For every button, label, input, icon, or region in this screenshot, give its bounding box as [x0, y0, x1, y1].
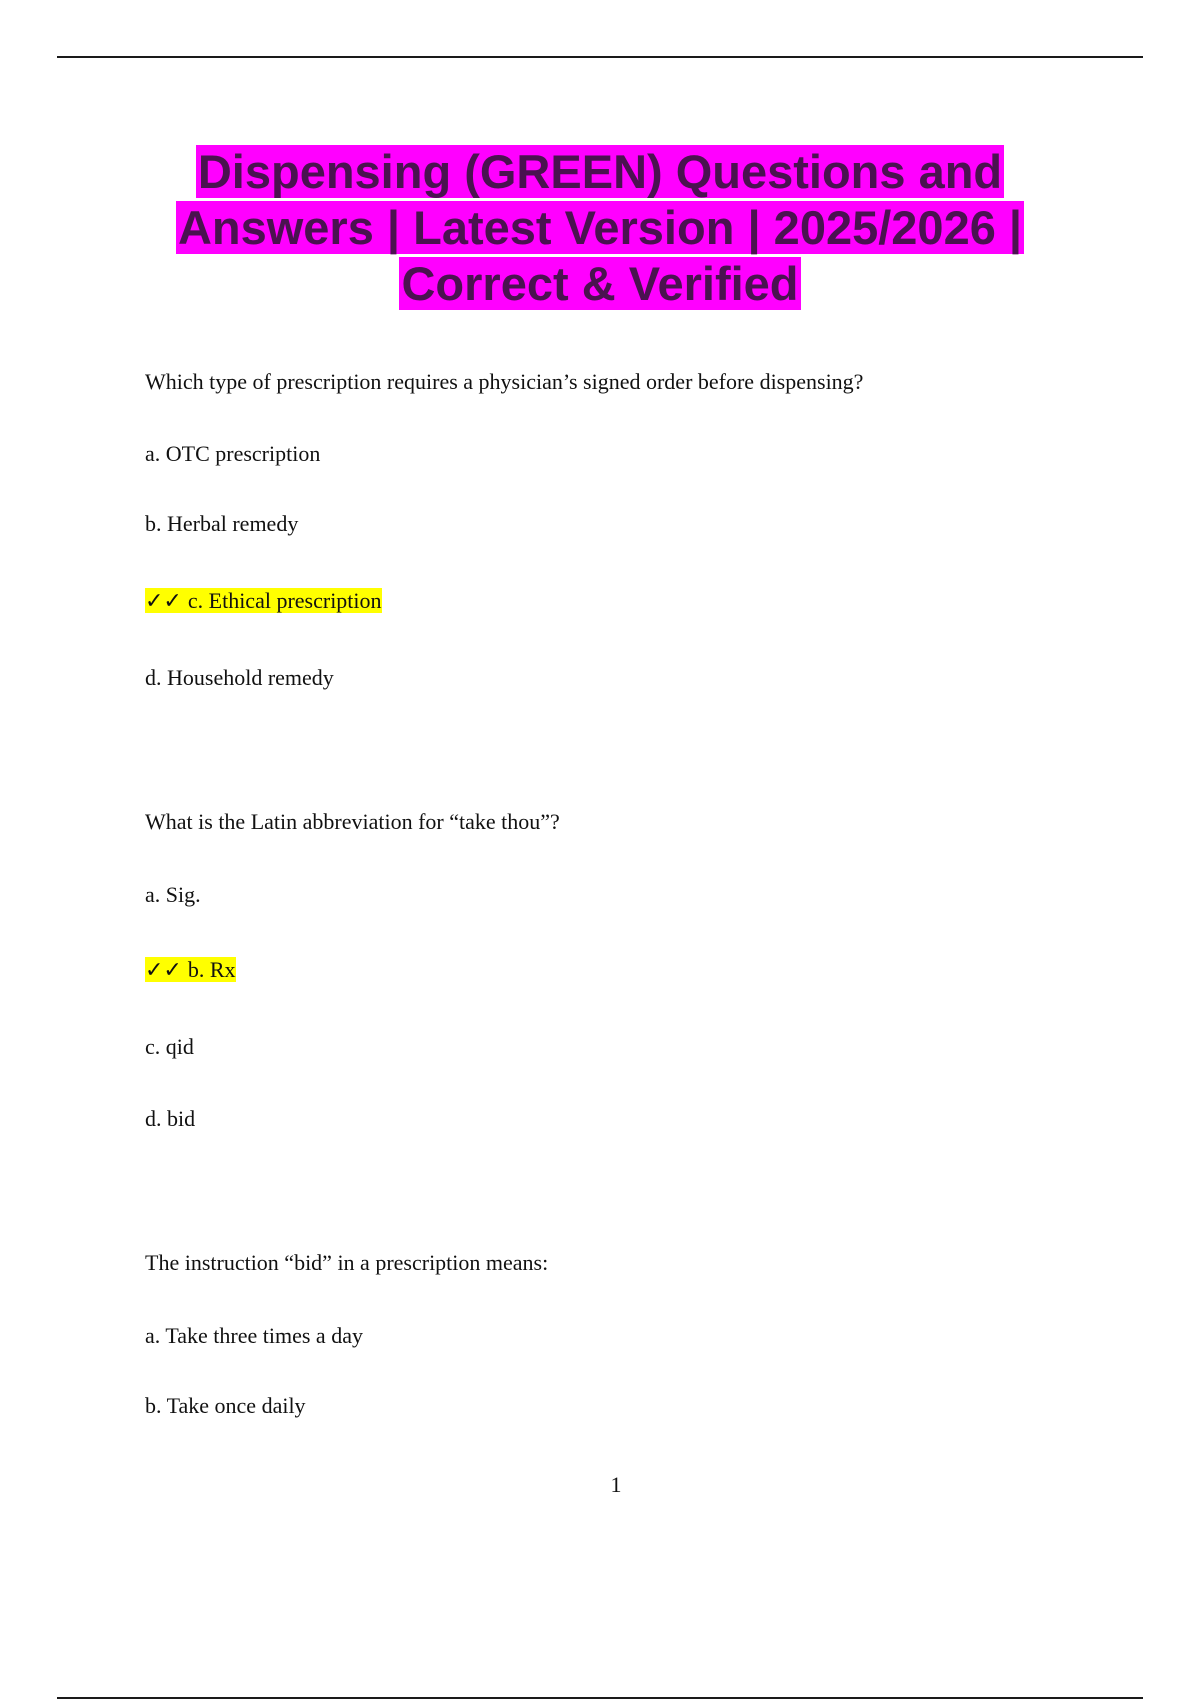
correct-answer-highlight — [145, 588, 382, 613]
double-check-icon: ✓✓ — [145, 958, 182, 983]
question-3-option-a: a. Take three times a day — [145, 1323, 363, 1348]
question-1-option-b: b. Herbal remedy — [145, 511, 299, 536]
double-check-icon: ✓✓ — [145, 589, 182, 614]
page-number: 1 — [610, 1472, 622, 1497]
question-1-option-a: a. OTC prescription — [145, 441, 321, 466]
question-2-option-d: d. bid — [145, 1106, 196, 1131]
question-3-option-b: b. Take once daily — [145, 1393, 306, 1418]
question-1-text: Which type of prescription requires a physician’s signed order before dispensing? — [145, 369, 864, 394]
bottom-rule — [57, 1697, 1143, 1699]
question-3-text: The instruction “bid” in a prescription means: — [145, 1250, 549, 1275]
question-2-option-b-correct — [145, 957, 236, 984]
correct-answer-highlight — [145, 957, 236, 982]
question-1-option-c-correct — [145, 588, 382, 615]
title-line-1: Dispensing (GREEN) Questions and — [197, 145, 1003, 198]
document-title — [60, 144, 1140, 312]
question-1-option-d: d. Household remedy — [145, 665, 334, 690]
title-line-2: Answers | Latest Version | 2025/2026 | — [177, 201, 1023, 254]
question-2-text: What is the Latin abbreviation for “take thou”? — [145, 809, 560, 834]
title-line-3: Correct & Verified — [401, 257, 799, 310]
answer-label: c. Ethical prescription — [187, 588, 382, 613]
answer-label: b. Rx — [187, 957, 236, 982]
top-rule — [57, 56, 1143, 58]
question-2-option-c: c. qid — [145, 1034, 194, 1059]
question-2-option-a: a. Sig. — [145, 882, 201, 907]
